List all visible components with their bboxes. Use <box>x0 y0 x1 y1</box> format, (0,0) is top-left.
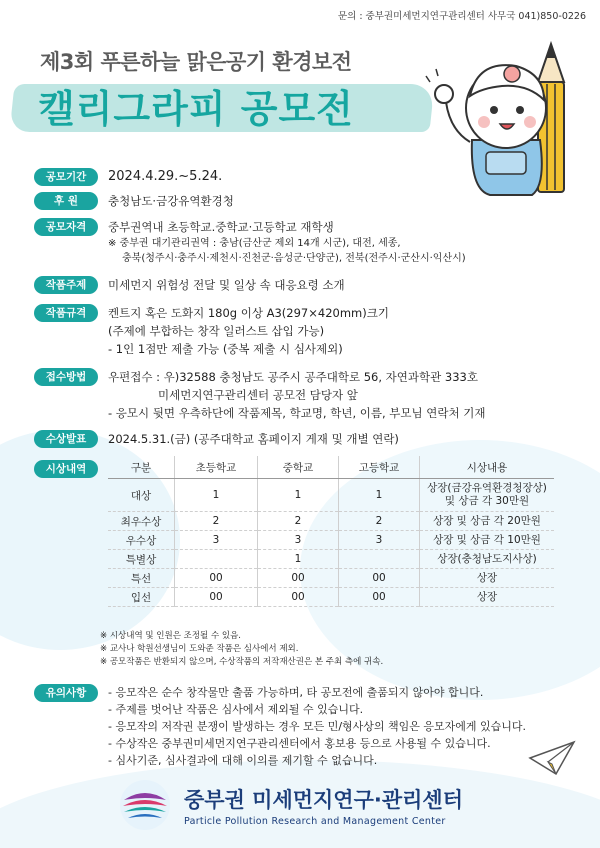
row-eligibility <box>34 218 466 266</box>
row-sponsor <box>34 192 234 210</box>
table-cell: 상장 <box>420 588 555 607</box>
table-cell: 2 <box>339 512 420 531</box>
table-row <box>108 569 554 588</box>
table-cell: 1 <box>258 479 339 512</box>
table-header: 초등학교 <box>175 456 258 479</box>
table-cell <box>175 550 258 569</box>
table-cell: 00 <box>258 588 339 607</box>
org-english-name: Particle Pollution Research and Management Center <box>184 815 446 827</box>
table-header: 시상내용 <box>420 456 555 479</box>
eligibility-note: ※ 중부권 대기관리권역 : 충남(금산군 제외 14개 시군), 대전, 세종, <box>108 238 401 249</box>
table-header: 구분 <box>108 456 175 479</box>
table-cell: 입선 <box>108 588 175 607</box>
table-cell: 00 <box>258 569 339 588</box>
spec-line: - 1인 1점만 제출 가능 (중복 제출 시 심사제외) <box>108 342 343 356</box>
theme-value: 미세먼지 위험성 전달 및 일상 속 대응요령 소개 <box>108 278 345 292</box>
award-note: ※ 공모작품은 반환되지 않으며, 수상작품의 저작재산권은 본 주최 측에 귀속. <box>100 657 384 667</box>
page-title: 캘리그라피 공모전 <box>38 87 354 131</box>
table-row <box>108 550 554 569</box>
label-badge: 공모자격 <box>34 218 98 236</box>
row-period <box>34 168 222 186</box>
table-cell: 상장 및 상금 각 20만원 <box>420 512 555 531</box>
label-badge: 시상내역 <box>34 460 98 478</box>
sponsor-value: 충청남도·금강유역환경청 <box>108 194 234 208</box>
label-badge: 후 원 <box>34 192 98 210</box>
table-cell: 2 <box>258 512 339 531</box>
eligibility-value: 중부권역내 초등학교.중학교·고등학교 재학생 <box>108 220 334 234</box>
table-cell: 1 <box>258 550 339 569</box>
awards-table <box>108 456 554 607</box>
eligibility-block <box>108 218 466 266</box>
table-header: 중학교 <box>258 456 339 479</box>
org-logo <box>118 778 463 832</box>
table-row <box>108 479 554 512</box>
caution-item: - 주제를 벗어난 작품은 심사에서 제외될 수 있습니다. <box>108 703 364 716</box>
label-badge: 공모기간 <box>34 168 98 186</box>
row-theme <box>34 276 345 294</box>
table-cell: 2 <box>175 512 258 531</box>
awards-header-row <box>108 456 554 479</box>
table-cell: 상장(금강유역환경청장상) 및 상금 각 30만원 <box>420 479 555 512</box>
awards-notes <box>100 630 383 669</box>
row-caution <box>34 684 526 769</box>
submission-line: 우편접수 : 우)32588 충청남도 공주시 공주대학로 56, 자연과학관 333호 <box>108 370 478 384</box>
table-cell: 상장 <box>420 569 555 588</box>
spec-line: 켄트지 혹은 도화지 180g 이상 A3(297×420mm)크기 <box>108 306 389 320</box>
label-badge: 작품규격 <box>34 304 98 322</box>
submission-line: 미세먼지연구관리센터 공모전 담당자 앞 <box>158 388 358 402</box>
org-name: 중부권 미세먼지연구·관리센터 <box>184 787 464 812</box>
table-cell: 우수상 <box>108 531 175 550</box>
submission-line: - 응모시 뒷면 우측하단에 작품제목, 학교명, 학년, 이름, 부모님 연락처 기재 <box>108 406 486 420</box>
table-row <box>108 531 554 550</box>
table-cell: 3 <box>175 531 258 550</box>
table-cell <box>339 550 420 569</box>
table-cell: 대상 <box>108 479 175 512</box>
org-emblem-icon <box>118 778 172 832</box>
table-row <box>108 512 554 531</box>
table-cell: 00 <box>175 588 258 607</box>
spec-block <box>108 304 389 358</box>
award-note: ※ 교사나 학원선생님이 도와준 작품은 심사에서 제외. <box>100 644 299 654</box>
row-awards <box>34 460 98 478</box>
period-value: 2024.4.29.~5.24. <box>108 169 223 184</box>
caution-item: - 수상작은 중부권미세먼지연구관리센터에서 홍보용 등으로 사용될 수 있습니다. <box>108 737 491 750</box>
spec-line: (주제에 부합하는 창작 일러스트 삽입 가능) <box>108 324 325 338</box>
label-badge: 작품주제 <box>34 276 98 294</box>
row-announcement <box>34 430 399 448</box>
table-cell: 3 <box>258 531 339 550</box>
caution-item: - 응모작은 순수 창작물만 출품 가능하며, 타 공모전에 출품되지 않아야 합니다. <box>108 686 484 699</box>
page-subtitle: 제3회 푸른하늘 맑은공기 환경보전 <box>40 50 352 74</box>
label-badge: 유의사항 <box>34 684 98 702</box>
table-cell: 최우수상 <box>108 512 175 531</box>
contact-info: 문의 : 중부권미세먼지연구관리센터 사무국 041)850-0226 <box>337 11 586 22</box>
announcement-value: 2024.5.31.(금) (공주대학교 홈페이지 게재 및 개별 연락) <box>108 432 399 446</box>
submission-block <box>108 368 486 422</box>
paper-plane-icon <box>528 738 578 778</box>
table-cell: 특별상 <box>108 550 175 569</box>
table-header: 고등학교 <box>339 456 420 479</box>
table-cell: 1 <box>339 479 420 512</box>
eligibility-note: 충북(청주시·충주시·제천시·진천군·음성군·단양군), 전북(전주시·군산시·익산시) <box>122 253 466 264</box>
row-submission <box>34 368 486 422</box>
label-badge: 접수방법 <box>34 368 98 386</box>
caution-list <box>108 684 526 769</box>
caution-item: - 응모작의 저작권 분쟁이 발생하는 경우 모든 민/형사상의 책임은 응모자에게 있습니다. <box>108 720 527 733</box>
pencil-mascot-illustration <box>420 30 590 200</box>
table-cell: 1 <box>175 479 258 512</box>
award-note: ※ 시상내역 및 인원은 조정될 수 있음. <box>100 631 241 641</box>
row-spec <box>34 304 389 358</box>
table-cell: 00 <box>339 588 420 607</box>
label-badge: 수상발표 <box>34 430 98 448</box>
table-cell: 00 <box>339 569 420 588</box>
table-cell: 3 <box>339 531 420 550</box>
table-cell: 상장(충청남도지사상) <box>420 550 555 569</box>
table-cell: 00 <box>175 569 258 588</box>
table-row <box>108 588 554 607</box>
table-cell: 상장 및 상금 각 10만원 <box>420 531 555 550</box>
caution-item: - 심사기준, 심사결과에 대해 이의를 제기할 수 없습니다. <box>108 754 378 767</box>
table-cell: 특선 <box>108 569 175 588</box>
